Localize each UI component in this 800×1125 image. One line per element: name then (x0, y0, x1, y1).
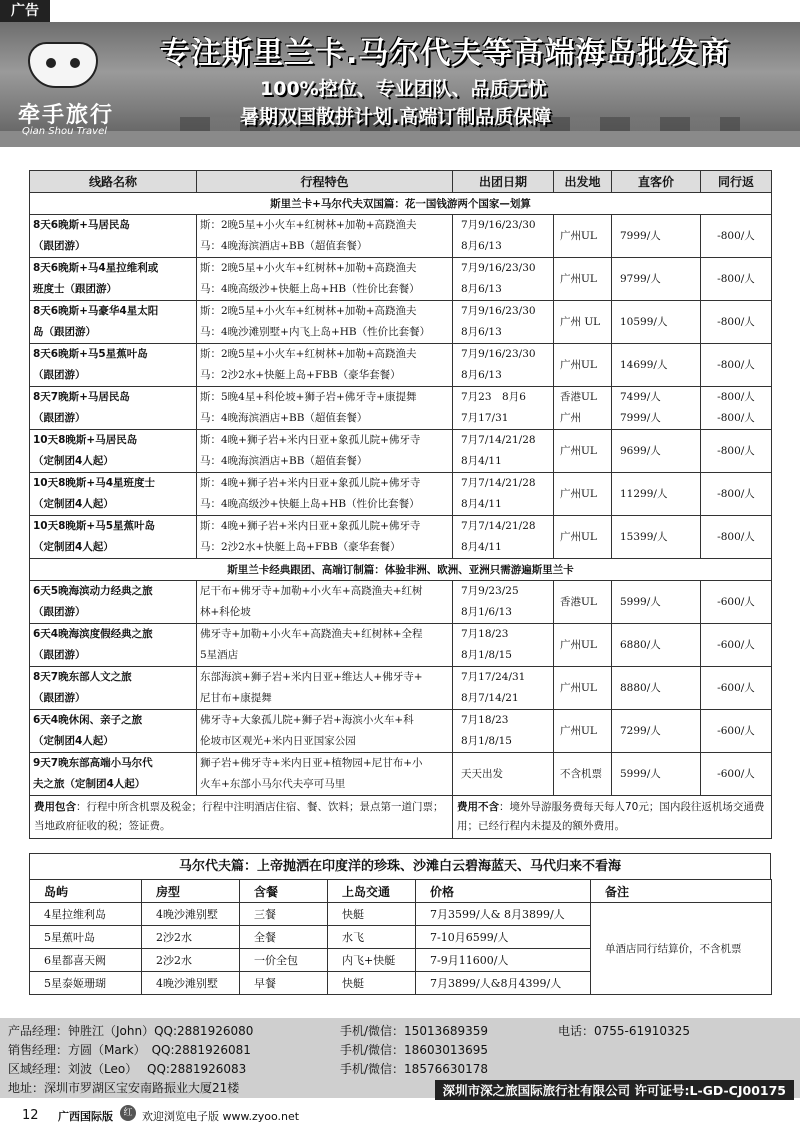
route-name-line: （定制团4人起） (33, 541, 114, 553)
route-features (197, 516, 453, 559)
maldives-cell: 内飞+快艇 (328, 949, 416, 972)
departure-city-line: 广州UL (560, 681, 597, 694)
route-name-line: （跟团游） (33, 240, 86, 252)
agent-rebate (701, 581, 772, 624)
column-header: 直客价 (612, 171, 701, 193)
agent-rebate (701, 473, 772, 516)
departure-city (554, 667, 612, 710)
departure-city-line: 广州UL (560, 487, 597, 500)
agent-rebate (701, 710, 772, 753)
direct-price-line: 7499/人 (620, 391, 661, 403)
route-features (197, 301, 453, 344)
departure-city (554, 516, 612, 559)
fee-exclude: 费用不含：境外导游服务费每天每人70元；国内段往返机场交通费用；已经行程内未提及的额外费用。 (453, 796, 772, 839)
route-features-line: 佛牙寺+大象孤儿院+狮子岩+海滨小火车+科 (200, 714, 414, 726)
direct-price-line: 7999/人 (620, 412, 661, 424)
table-row (30, 215, 772, 258)
route-features (197, 581, 453, 624)
departure-dates (453, 387, 554, 430)
page-number: 12 (22, 1108, 39, 1123)
column-header: 含餐 (240, 880, 328, 903)
agent-rebate (701, 753, 772, 796)
departure-dates-line: 8月7/14/21 (461, 692, 519, 704)
departure-city-line: 广州 UL (560, 315, 601, 328)
table-row (30, 387, 772, 430)
agent-rebate (701, 301, 772, 344)
departure-dates (453, 667, 554, 710)
maldives-cell: 三餐 (240, 903, 328, 926)
departure-city (554, 710, 612, 753)
departure-dates-line: 7月23 8月6 (461, 391, 526, 403)
direct-price (612, 473, 701, 516)
contact-phone: 手机/微信：15013689359 (340, 1024, 489, 1038)
departure-dates (453, 215, 554, 258)
direct-price (612, 215, 701, 258)
header-banner (0, 22, 800, 147)
contact-role: 产品经理：钟胜江（John）QQ:2881926080 (8, 1024, 254, 1038)
agent-rebate-line: -600/人 (717, 767, 755, 780)
direct-price (612, 667, 701, 710)
agent-rebate-line: -800/人 (717, 315, 755, 328)
agent-rebate-line: -800/人 (717, 229, 755, 242)
maldives-cell: 水飞 (328, 926, 416, 949)
departure-dates-line: 7月18/23 (461, 628, 509, 640)
agent-rebate-line: -800/人 (717, 487, 755, 500)
departure-dates-line: 7月9/16/23/30 (461, 305, 536, 317)
direct-price-line: 7299/人 (620, 724, 661, 737)
departure-city (554, 624, 612, 667)
departure-city-line: 广州UL (560, 358, 597, 371)
contact-role: 地址：深圳市罗湖区宝安南路振业大厦21楼 (8, 1081, 240, 1095)
departure-city-line: 香港UL (560, 391, 597, 403)
maldives-cell: 早餐 (240, 972, 328, 995)
departure-dates-line: 7月7/14/21/28 (461, 477, 536, 489)
route-features-line: 马：2沙2水+快艇上岛+FBB（豪华套餐） (200, 369, 401, 381)
table-row (30, 258, 772, 301)
departure-dates-line: 7月17/31 (461, 412, 509, 424)
direct-price (612, 344, 701, 387)
table-row (30, 710, 772, 753)
agent-rebate-line: -800/人 (717, 358, 755, 371)
route-features-line: 马：4晚沙滩别墅+内飞上岛+HB（性价比套餐） (200, 326, 431, 338)
contact-phone: 手机/微信：18576630178 (340, 1062, 489, 1076)
route-name-line: （跟团游） (33, 692, 86, 704)
route-name-line: （定制团4人起） (33, 498, 114, 510)
departure-city (554, 344, 612, 387)
direct-price (612, 387, 701, 430)
direct-price (612, 430, 701, 473)
direct-price-line: 7999/人 (620, 229, 661, 242)
website-link[interactable]: 欢迎浏览电子版 www.zyoo.net (142, 1110, 300, 1123)
direct-price (612, 624, 701, 667)
route-name-line: 6天4晚休闲、亲子之旅 (33, 714, 143, 726)
ad-tag: 广告 (0, 0, 50, 22)
agent-rebate (701, 258, 772, 301)
direct-price-line: 9699/人 (620, 444, 661, 457)
departure-dates (453, 710, 554, 753)
table-row (30, 344, 772, 387)
departure-dates (453, 258, 554, 301)
agent-rebate-line: -600/人 (717, 595, 755, 608)
column-header: 岛屿 (30, 880, 142, 903)
departure-dates-line: 天天出发 (461, 767, 503, 780)
table-row (30, 301, 772, 344)
maldives-cell: 2沙2水 (142, 949, 240, 972)
maldives-note: 单酒店同行结算价，不含机票 (591, 903, 772, 995)
departure-dates-line: 7月18/23 (461, 714, 509, 726)
route-features-line: 马：4晚高级沙+快艇上岛+HB（性价比套餐） (200, 498, 420, 510)
direct-price-line: 15399/人 (620, 530, 668, 543)
route-name (30, 624, 197, 667)
agent-rebate (701, 387, 772, 430)
departure-dates-line: 8月6/13 (461, 240, 502, 252)
mascot-icon (28, 42, 98, 88)
departure-dates-line: 7月9/16/23/30 (461, 219, 536, 231)
direct-price-line: 11299/人 (620, 487, 668, 500)
route-features-line: 斯：2晚5星+小火车+红树林+加勒+高跷渔夫 (200, 219, 417, 231)
route-features-line: 马：4晚高级沙+快艇上岛+HB（性价比套餐） (200, 283, 420, 295)
departure-dates-line: 8月6/13 (461, 283, 502, 295)
departure-city-line: 广州UL (560, 530, 597, 543)
column-header: 备注 (591, 880, 772, 903)
route-name-line: （定制团4人起） (33, 735, 114, 747)
departure-city (554, 473, 612, 516)
direct-price (612, 258, 701, 301)
table-row (30, 516, 772, 559)
departure-dates-line: 7月9/23/25 (461, 585, 519, 597)
route-features-line: 火车+东部小马尔代夫亭可马里 (200, 778, 346, 790)
route-name-line: 10天8晚斯+马5星蕉叶岛 (33, 520, 156, 532)
maldives-cell: 7月3899/人&8月4399/人 (416, 972, 591, 995)
departure-city-line: 广州UL (560, 272, 597, 285)
route-name-line: 班度士（跟团游） (33, 283, 117, 295)
maldives-section-title: 马尔代夫篇：上帝抛洒在印度洋的珍珠、沙滩白云碧海蓝天、马代归来不看海 (29, 853, 771, 879)
route-features-line: 斯：5晚4星+科伦坡+狮子岩+佛牙寺+康提舞 (200, 391, 417, 403)
direct-price (612, 581, 701, 624)
column-header: 房型 (142, 880, 240, 903)
company-license: 深圳市深之旅国际旅行社有限公司 许可证号:L-GD-CJ00175 (435, 1080, 794, 1100)
table-header-row (30, 171, 772, 193)
route-features-line: 斯：4晚+狮子岩+米内日亚+象孤儿院+佛牙寺 (200, 477, 421, 489)
maldives-cell: 7-10月6599/人 (416, 926, 591, 949)
departure-dates (453, 473, 554, 516)
agent-rebate-line: -800/人 (717, 272, 755, 285)
route-features-line: 马：4晚海滨酒店+BB（超值套餐） (200, 412, 368, 424)
maldives-cell: 7-9月11600/人 (416, 949, 591, 972)
departure-dates-line: 8月6/13 (461, 369, 502, 381)
route-name-line: 8天7晚东部人文之旅 (33, 671, 132, 683)
route-name-line: 8天6晚斯+马居民岛 (33, 219, 130, 231)
table-row (30, 667, 772, 710)
route-features-line: 佛牙寺+加勒+小火车+高跷渔夫+红树林+全程 (200, 628, 423, 640)
contact-role: 销售经理：方圆（Mark） QQ:2881926081 (8, 1043, 251, 1057)
edition-label: 广西国际版 (58, 1110, 113, 1123)
direct-price (612, 710, 701, 753)
contact-role: 区域经理：刘波（Leo） QQ:2881926083 (8, 1062, 247, 1076)
agent-rebate-line: -800/人 (717, 391, 755, 403)
edition-icon: 红 (120, 1105, 136, 1121)
route-name (30, 667, 197, 710)
route-features-line: 斯：2晚5星+小火车+红树林+加勒+高跷渔夫 (200, 262, 417, 274)
agent-rebate-line: -800/人 (717, 444, 755, 457)
departure-city-line: 广州UL (560, 229, 597, 242)
departure-dates (453, 753, 554, 796)
route-name (30, 516, 197, 559)
direct-price (612, 753, 701, 796)
route-name (30, 753, 197, 796)
maldives-cell: 4晚沙滩别墅 (142, 972, 240, 995)
departure-city (554, 215, 612, 258)
agent-rebate (701, 667, 772, 710)
maldives-header-row (30, 880, 772, 903)
agent-rebate-line: -800/人 (717, 530, 755, 543)
route-name-line: 6天4晚海滨度假经典之旅 (33, 628, 153, 640)
section-title: 斯里兰卡经典跟团、高端订制篇：体验非洲、欧洲、亚洲只需游遍斯里兰卡 (30, 559, 772, 581)
departure-dates-line: 7月9/16/23/30 (461, 348, 536, 360)
route-features (197, 258, 453, 301)
route-name-line: 6天5晚海滨动力经典之旅 (33, 585, 153, 597)
route-name-line: 岛（跟团游） (33, 326, 96, 338)
contact-line (8, 1060, 558, 1077)
table-row (30, 624, 772, 667)
route-features-line: 斯：4晚+狮子岩+米内日亚+象孤儿院+佛牙寺 (200, 434, 421, 446)
maldives-cell: 4晚沙滩别墅 (142, 903, 240, 926)
route-features-line: 东部海滨+狮子岩+米内日亚+维达人+佛牙寺+ (200, 671, 423, 683)
route-features-line: 尼甘布+康提舞 (200, 692, 272, 704)
banner-subtitle-2: 暑期双国散拼计划.高端订制品质保障 (240, 106, 552, 128)
route-name-line: （跟团游） (33, 412, 86, 424)
departure-city-line: 广州 (560, 412, 581, 424)
banner-subtitle: 100%控位、专业团队、品质无忧 (260, 78, 547, 100)
departure-city (554, 753, 612, 796)
agent-rebate-line: -600/人 (717, 681, 755, 694)
fee-row (30, 796, 772, 839)
brand-name: 牵手旅行 (18, 103, 115, 128)
maldives-table (29, 879, 772, 995)
departure-city-line: 广州UL (560, 444, 597, 457)
agent-rebate-line: -600/人 (717, 638, 755, 651)
route-name-line: 8天6晚斯+马4星拉维利或 (33, 262, 159, 274)
direct-price-line: 9799/人 (620, 272, 661, 285)
departure-city (554, 581, 612, 624)
column-header: 价格 (416, 880, 591, 903)
departure-dates-line: 8月4/11 (461, 498, 502, 510)
departure-dates-line: 7月7/14/21/28 (461, 434, 536, 446)
route-name-line: 9天7晚东部高端小马尔代 (33, 757, 153, 769)
route-name-line: （定制团4人起） (33, 455, 114, 467)
column-header: 行程特色 (197, 171, 453, 193)
route-name (30, 387, 197, 430)
departure-dates (453, 301, 554, 344)
agent-rebate-line: -600/人 (717, 724, 755, 737)
maldives-cell: 5星蕉叶岛 (30, 926, 142, 949)
departure-city (554, 258, 612, 301)
brand-name-en: Qian Shou Travel (22, 126, 108, 137)
banner-title: 专注斯里兰卡.马尔代夫等高端海岛批发商 (160, 36, 731, 71)
table-row (30, 581, 772, 624)
route-features-line: 马：2沙2水+快艇上岛+FBB（豪华套餐） (200, 541, 401, 553)
route-features (197, 215, 453, 258)
route-features-line: 马：4晚海滨酒店+BB（超值套餐） (200, 455, 368, 467)
route-features-line: 马：4晚海滨酒店+BB（超值套餐） (200, 240, 368, 252)
route-name (30, 344, 197, 387)
maldives-cell: 6星都喜天阙 (30, 949, 142, 972)
route-features-line: 斯：4晚+狮子岩+米内日亚+象孤儿院+佛牙寺 (200, 520, 421, 532)
contact-phone: 手机/微信：18603013695 (340, 1043, 489, 1057)
route-features-line: 斯：2晚5星+小火车+红树林+加勒+高跷渔夫 (200, 348, 417, 360)
route-name-line: 8天6晚斯+马豪华4星太阳 (33, 305, 159, 317)
route-name-line: （跟团游） (33, 369, 86, 381)
departure-city (554, 430, 612, 473)
route-name (30, 258, 197, 301)
route-name-line: 10天8晚斯+马4星班度士 (33, 477, 156, 489)
departure-dates (453, 430, 554, 473)
departure-dates-line: 7月9/16/23/30 (461, 262, 536, 274)
agent-rebate-line: -800/人 (717, 412, 755, 424)
maldives-row (30, 903, 772, 926)
departure-dates (453, 516, 554, 559)
route-name-line: 夫之旅（定制团4人起） (33, 778, 146, 790)
column-header: 出发地 (554, 171, 612, 193)
departure-city-line: 广州UL (560, 638, 597, 651)
route-name (30, 215, 197, 258)
route-features-line: 尼干布+佛牙寺+加勒+小火车+高跷渔夫+红树 (200, 585, 423, 597)
departure-dates-line: 8月4/11 (461, 455, 502, 467)
maldives-cell: 4星拉维利岛 (30, 903, 142, 926)
route-name-line: 10天8晚斯+马居民岛 (33, 434, 138, 446)
column-header: 线路名称 (30, 171, 197, 193)
route-features (197, 624, 453, 667)
route-name (30, 473, 197, 516)
direct-price-line: 6880/人 (620, 638, 661, 651)
route-table (29, 170, 772, 839)
column-header: 同行返 (701, 171, 772, 193)
agent-rebate (701, 430, 772, 473)
route-name-line: （跟团游） (33, 606, 86, 618)
route-features-line: 林+科伦坡 (200, 606, 251, 618)
direct-price-line: 10599/人 (620, 315, 668, 328)
contact-line (8, 1041, 558, 1058)
departure-city-line: 广州UL (560, 724, 597, 737)
direct-price-line: 14699/人 (620, 358, 668, 371)
route-features (197, 710, 453, 753)
fee-include: 费用包含：行程中所含机票及税金；行程中注明酒店住宿、餐、饮料；景点第一道门票；当地政府征收的税；签证费。 (30, 796, 453, 839)
maldives-cell: 快艇 (328, 903, 416, 926)
column-header: 出团日期 (453, 171, 554, 193)
departure-city-line: 香港UL (560, 595, 597, 608)
column-header: 上岛交通 (328, 880, 416, 903)
departure-city (554, 301, 612, 344)
departure-dates-line: 7月7/14/21/28 (461, 520, 536, 532)
maldives-cell: 全餐 (240, 926, 328, 949)
departure-dates (453, 581, 554, 624)
page-footer (0, 1100, 800, 1125)
route-features-line: 5星酒店 (200, 649, 239, 661)
departure-dates-line: 8月1/8/15 (461, 735, 512, 747)
departure-dates-line: 8月1/6/13 (461, 606, 512, 618)
agent-rebate (701, 624, 772, 667)
departure-dates (453, 344, 554, 387)
departure-dates-line: 8月4/11 (461, 541, 502, 553)
route-features-line: 狮子岩+佛牙寺+米内日亚+植物园+尼甘布+小 (200, 757, 423, 769)
maldives-cell: 2沙2水 (142, 926, 240, 949)
route-features (197, 473, 453, 516)
route-name (30, 710, 197, 753)
route-name-line: 8天7晚斯+马居民岛 (33, 391, 130, 403)
route-name-line: 8天6晚斯+马5星蕉叶岛 (33, 348, 148, 360)
route-features-line: 斯：2晚5星+小火车+红树林+加勒+高跷渔夫 (200, 305, 417, 317)
contact-extra: 电话：0755-61910325 (558, 1024, 690, 1038)
agent-rebate (701, 516, 772, 559)
agent-rebate (701, 215, 772, 258)
departure-dates-line: 7月17/24/31 (461, 671, 526, 683)
departure-dates-line: 8月6/13 (461, 326, 502, 338)
route-features (197, 430, 453, 473)
departure-dates-line: 8月1/8/15 (461, 649, 512, 661)
brand-logo (10, 32, 150, 137)
route-name (30, 581, 197, 624)
route-features (197, 753, 453, 796)
table-row (30, 430, 772, 473)
route-name (30, 430, 197, 473)
direct-price (612, 516, 701, 559)
table-row (30, 753, 772, 796)
table-row (30, 473, 772, 516)
departure-city (554, 387, 612, 430)
departure-city-line: 不含机票 (560, 767, 602, 780)
agent-rebate (701, 344, 772, 387)
direct-price-line: 5999/人 (620, 767, 661, 780)
route-name (30, 301, 197, 344)
section-title: 斯里兰卡+马尔代夫双国篇：花一国钱游两个国家—划算 (30, 193, 772, 215)
maldives-cell: 5星泰姬珊瑚 (30, 972, 142, 995)
departure-dates (453, 624, 554, 667)
route-features (197, 667, 453, 710)
direct-price-line: 8880/人 (620, 681, 661, 694)
maldives-cell: 一价全包 (240, 949, 328, 972)
route-features-line: 伦坡市区观光+米内日亚国家公园 (200, 735, 356, 747)
direct-price-line: 5999/人 (620, 595, 661, 608)
route-name-line: （跟团游） (33, 649, 86, 661)
contact-line (8, 1022, 690, 1039)
route-features (197, 344, 453, 387)
maldives-cell: 7月3599/人& 8月3899/人 (416, 903, 591, 926)
maldives-cell: 快艇 (328, 972, 416, 995)
direct-price (612, 301, 701, 344)
route-features (197, 387, 453, 430)
